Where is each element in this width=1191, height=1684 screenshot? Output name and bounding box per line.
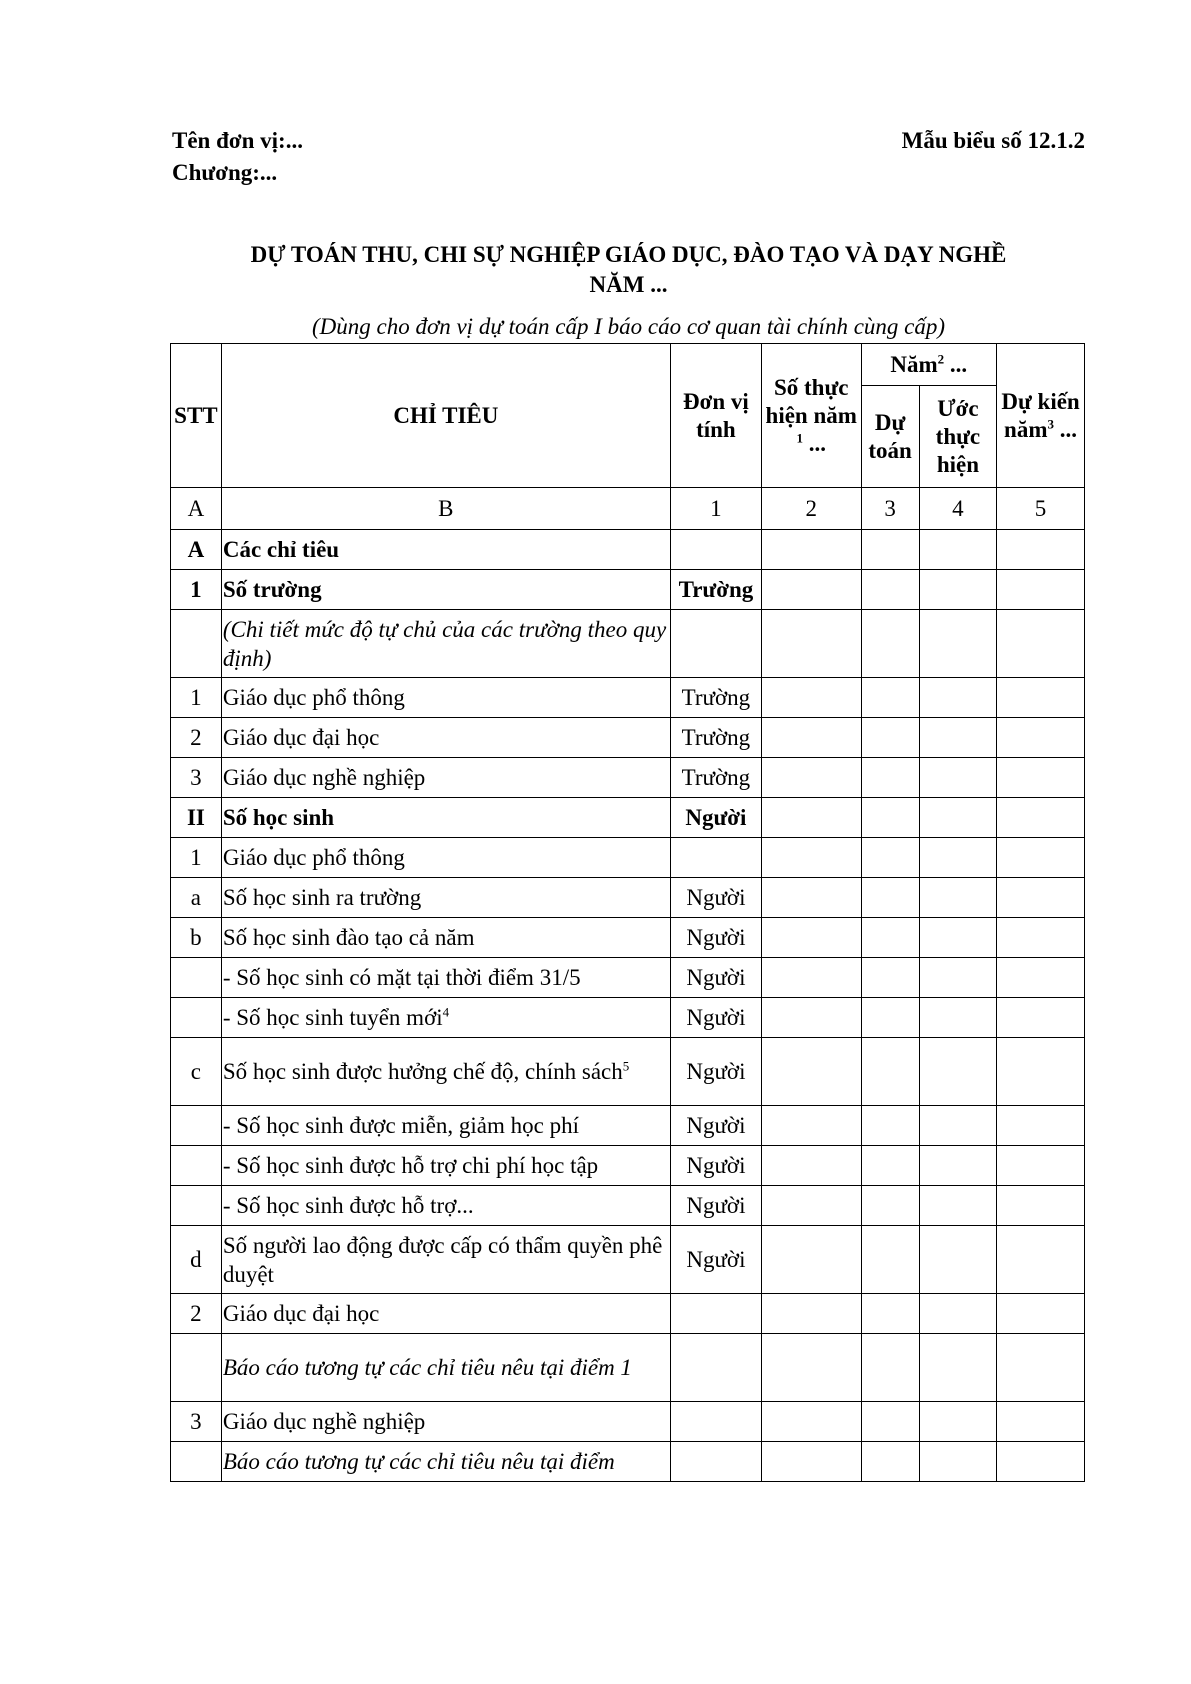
row-stt: d: [171, 1226, 222, 1294]
row-value-cell[interactable]: [861, 1186, 919, 1226]
row-value-cell[interactable]: [761, 570, 861, 610]
row-label-text: Giáo dục phổ thông: [222, 845, 405, 870]
row-value-cell[interactable]: [919, 1442, 996, 1482]
row-label: [221, 1106, 670, 1146]
row-value-cell[interactable]: [861, 1146, 919, 1186]
row-unit: Trường: [670, 758, 761, 798]
row-label-text: - Số học sinh được miễn, giảm học phí: [222, 1113, 579, 1138]
row-value-cell[interactable]: [919, 1146, 996, 1186]
table-row: [171, 758, 1085, 798]
row-unit: [670, 1334, 761, 1402]
row-unit: [670, 1402, 761, 1442]
row-value-cell[interactable]: [761, 1106, 861, 1146]
row-value-cell[interactable]: [997, 798, 1085, 838]
row-value-cell[interactable]: [861, 758, 919, 798]
row-value-cell[interactable]: [861, 998, 919, 1038]
row-value-cell[interactable]: [861, 918, 919, 958]
row-value-cell[interactable]: [997, 1294, 1085, 1334]
row-label-text: Giáo dục phổ thông: [222, 685, 405, 710]
header-du-toan: Dự toán: [861, 386, 919, 488]
row-value-cell[interactable]: [919, 758, 996, 798]
row-label: [221, 1294, 670, 1334]
header-so-thuc-hien-sup: 1: [796, 429, 803, 445]
row-value-cell[interactable]: [861, 1226, 919, 1294]
row-value-cell[interactable]: [761, 1038, 861, 1106]
header-so-thuc-hien-text: Số thực hiện năm: [765, 374, 857, 428]
table-row: [171, 838, 1085, 878]
row-stt: [171, 1186, 222, 1226]
row-label-text: Báo cáo tương tự các chỉ tiêu nêu tại điểm 1: [222, 1355, 632, 1380]
table-row: [171, 1038, 1085, 1106]
col-code: 2: [761, 488, 861, 530]
row-value-cell[interactable]: [761, 1334, 861, 1402]
row-stt: 3: [171, 1402, 222, 1442]
row-value-cell[interactable]: [997, 530, 1085, 570]
row-stt: [171, 1442, 222, 1482]
row-value-cell[interactable]: [997, 918, 1085, 958]
table-row: [171, 798, 1085, 838]
row-value-cell[interactable]: [919, 958, 996, 998]
row-value-cell[interactable]: [919, 1186, 996, 1226]
row-label: [221, 1146, 670, 1186]
header-don-vi: Đơn vị tính: [670, 344, 761, 488]
row-label-text: Các chỉ tiêu: [222, 537, 340, 562]
row-value-cell[interactable]: [919, 798, 996, 838]
header-nam-sup: 2: [937, 350, 945, 366]
row-value-cell[interactable]: [861, 610, 919, 678]
row-value-cell[interactable]: [997, 1186, 1085, 1226]
row-stt: [171, 1106, 222, 1146]
row-label-text: - Số học sinh tuyển mới: [222, 1005, 443, 1030]
table-row: [171, 1442, 1085, 1482]
row-value-cell[interactable]: [761, 998, 861, 1038]
table-row: [171, 998, 1085, 1038]
row-label-text: Báo cáo tương tự các chỉ tiêu nêu tại điểm: [222, 1449, 615, 1474]
row-stt: 3: [171, 758, 222, 798]
row-value-cell[interactable]: [761, 718, 861, 758]
chapter-label: Chương:...: [172, 160, 278, 185]
table-row: [171, 678, 1085, 718]
row-unit: Trường: [670, 570, 761, 610]
row-value-cell[interactable]: [761, 958, 861, 998]
row-value-cell[interactable]: [861, 958, 919, 998]
table-row: [171, 530, 1085, 570]
document-title-year: NĂM ...: [589, 272, 668, 297]
row-label-text: - Số học sinh được hỗ trợ chi phí học tập: [222, 1153, 599, 1178]
row-value-cell[interactable]: [861, 1334, 919, 1402]
row-value-cell[interactable]: [861, 678, 919, 718]
row-label: [221, 1334, 670, 1402]
row-stt: II: [171, 798, 222, 838]
table-row: [171, 1106, 1085, 1146]
row-value-cell[interactable]: [761, 1442, 861, 1482]
row-value-cell[interactable]: [919, 998, 996, 1038]
row-stt: [171, 958, 222, 998]
row-value-cell[interactable]: [919, 610, 996, 678]
row-label-text: Số học sinh ra trường: [222, 885, 422, 910]
row-value-cell[interactable]: [861, 1294, 919, 1334]
table-row: [171, 878, 1085, 918]
row-unit: [670, 1294, 761, 1334]
row-value-cell[interactable]: [997, 1038, 1085, 1106]
row-value-cell[interactable]: [919, 1294, 996, 1334]
row-value-cell[interactable]: [997, 1442, 1085, 1482]
col-code: 3: [861, 488, 919, 530]
row-value-cell[interactable]: [997, 678, 1085, 718]
row-label: [221, 918, 670, 958]
row-value-cell[interactable]: [861, 570, 919, 610]
row-value-cell[interactable]: [997, 998, 1085, 1038]
row-label: [221, 530, 670, 570]
row-stt: 1: [171, 678, 222, 718]
table-row: [171, 1294, 1085, 1334]
row-label: [221, 1402, 670, 1442]
table-row: [171, 1186, 1085, 1226]
header-chi-tieu: CHỈ TIÊU: [221, 344, 670, 488]
row-value-cell[interactable]: [761, 1294, 861, 1334]
row-value-cell[interactable]: [919, 718, 996, 758]
row-unit: Người: [670, 998, 761, 1038]
row-label: [221, 1038, 670, 1106]
row-label-text: Số người lao động được cấp có thẩm quyền phê duyệt: [222, 1232, 663, 1287]
row-stt: A: [171, 530, 222, 570]
row-label-text: Giáo dục nghề nghiệp: [222, 765, 426, 790]
column-code-row: [171, 488, 1085, 530]
row-value-cell[interactable]: [919, 918, 996, 958]
row-value-cell[interactable]: [761, 878, 861, 918]
row-value-cell[interactable]: [997, 1146, 1085, 1186]
header-nam-group: [861, 344, 997, 386]
row-label-text: - Số học sinh được hỗ trợ...: [222, 1193, 474, 1218]
row-value-cell[interactable]: [761, 918, 861, 958]
table-row: [171, 918, 1085, 958]
form-number: Mẫu biểu số 12.1.2: [901, 128, 1085, 153]
header-stt: STT: [171, 344, 222, 488]
row-value-cell[interactable]: [997, 1226, 1085, 1294]
row-value-cell[interactable]: [761, 678, 861, 718]
row-label-text: Số học sinh: [222, 805, 335, 830]
table-row: [171, 718, 1085, 758]
row-value-cell[interactable]: [761, 838, 861, 878]
row-unit: Người: [670, 1226, 761, 1294]
col-code: 4: [919, 488, 996, 530]
row-value-cell[interactable]: [919, 838, 996, 878]
row-value-cell[interactable]: [997, 1334, 1085, 1402]
row-value-cell[interactable]: [997, 758, 1085, 798]
header-du-kien-text: Dự kiến năm: [1001, 388, 1080, 442]
row-unit: Người: [670, 1038, 761, 1106]
table-row: [171, 1146, 1085, 1186]
row-label: [221, 998, 670, 1038]
row-stt: b: [171, 918, 222, 958]
table-row: [171, 610, 1085, 678]
row-stt: [171, 1146, 222, 1186]
row-label: [221, 838, 670, 878]
row-label: [221, 958, 670, 998]
row-value-cell[interactable]: [761, 610, 861, 678]
col-code: B: [221, 488, 670, 530]
header-nam-text: Năm: [890, 351, 938, 377]
row-label: [221, 1186, 670, 1226]
row-stt: a: [171, 878, 222, 918]
header-so-thuc-hien: [761, 344, 861, 488]
row-label: [221, 718, 670, 758]
header-du-kien-tail: ...: [1059, 416, 1077, 442]
row-value-cell[interactable]: [997, 718, 1085, 758]
row-value-cell[interactable]: [997, 838, 1085, 878]
document-subtitle: (Dùng cho đơn vị dự toán cấp I báo cáo cơ quan tài chính cùng cấp): [311, 314, 946, 339]
row-value-cell[interactable]: [919, 1038, 996, 1106]
header-du-kien-sup: 3: [1047, 415, 1054, 431]
footnote-marker: 5: [622, 1058, 630, 1074]
row-stt: 1: [171, 570, 222, 610]
row-label-text: Giáo dục đại học: [222, 1301, 380, 1326]
table-row: [171, 958, 1085, 998]
row-value-cell[interactable]: [919, 1402, 996, 1442]
row-label-text: Giáo dục nghề nghiệp: [222, 1409, 426, 1434]
row-value-cell[interactable]: [919, 678, 996, 718]
row-value-cell[interactable]: [861, 1402, 919, 1442]
row-value-cell[interactable]: [861, 1442, 919, 1482]
row-value-cell[interactable]: [861, 878, 919, 918]
row-label: [221, 798, 670, 838]
row-label: [221, 758, 670, 798]
row-value-cell[interactable]: [997, 570, 1085, 610]
row-stt: 2: [171, 718, 222, 758]
row-unit: Người: [670, 1106, 761, 1146]
row-label-text: Giáo dục đại học: [222, 725, 380, 750]
row-label: [221, 878, 670, 918]
row-value-cell[interactable]: [861, 1038, 919, 1106]
row-label: [221, 678, 670, 718]
row-value-cell[interactable]: [997, 1106, 1085, 1146]
footnote-marker: 4: [442, 1004, 450, 1020]
header-uoc-thuc-hien: Ước thực hiện: [919, 386, 996, 488]
document-title: DỰ TOÁN THU, CHI SỰ NGHIỆP GIÁO DỤC, ĐÀO TẠO VÀ DẠY NGHỀ: [250, 242, 1007, 267]
header-du-kien: [997, 344, 1085, 488]
row-value-cell[interactable]: [919, 878, 996, 918]
row-unit: Trường: [670, 678, 761, 718]
row-value-cell[interactable]: [761, 1402, 861, 1442]
row-value-cell[interactable]: [861, 838, 919, 878]
row-unit: Người: [670, 798, 761, 838]
unit-name: Tên đơn vị:...: [172, 128, 303, 153]
row-label: [221, 1226, 670, 1294]
row-unit: [670, 610, 761, 678]
row-unit: Trường: [670, 718, 761, 758]
row-value-cell[interactable]: [997, 610, 1085, 678]
row-stt: [171, 1334, 222, 1402]
row-label-text: - Số học sinh có mặt tại thời điểm 31/5: [222, 965, 581, 990]
row-unit: Người: [670, 918, 761, 958]
row-value-cell[interactable]: [919, 530, 996, 570]
row-unit: Người: [670, 958, 761, 998]
row-value-cell[interactable]: [861, 530, 919, 570]
row-value-cell[interactable]: [997, 878, 1085, 918]
row-label: [221, 1442, 670, 1482]
row-value-cell[interactable]: [761, 530, 861, 570]
row-value-cell[interactable]: [919, 1334, 996, 1402]
row-value-cell[interactable]: [761, 798, 861, 838]
row-value-cell[interactable]: [761, 1226, 861, 1294]
row-unit: Người: [670, 1146, 761, 1186]
row-value-cell[interactable]: [861, 798, 919, 838]
header-so-thuc-hien-tail: ...: [808, 430, 826, 456]
row-label-text: Số học sinh được hưởng chế độ, chính sách: [222, 1059, 623, 1084]
row-value-cell[interactable]: [761, 1186, 861, 1226]
row-unit: Người: [670, 878, 761, 918]
row-value-cell[interactable]: [861, 718, 919, 758]
row-value-cell[interactable]: [997, 958, 1085, 998]
row-label-text: Số trường: [222, 577, 322, 602]
table-row: [171, 1226, 1085, 1294]
col-code: 5: [997, 488, 1085, 530]
row-stt: c: [171, 1038, 222, 1106]
budget-table: [170, 343, 1085, 1482]
row-label-text: Số học sinh đào tạo cả năm: [222, 925, 475, 950]
col-code: A: [171, 488, 222, 530]
row-unit: Người: [670, 1186, 761, 1226]
row-stt: [171, 610, 222, 678]
col-code: 1: [670, 488, 761, 530]
row-stt: 1: [171, 838, 222, 878]
row-value-cell[interactable]: [761, 758, 861, 798]
row-value-cell[interactable]: [919, 1226, 996, 1294]
table-row: [171, 1334, 1085, 1402]
header-nam-tail: ...: [949, 351, 968, 377]
row-stt: [171, 998, 222, 1038]
row-value-cell[interactable]: [919, 570, 996, 610]
row-unit: [670, 1442, 761, 1482]
row-unit: [670, 530, 761, 570]
row-value-cell[interactable]: [861, 1106, 919, 1146]
row-label-text: (Chi tiết mức độ tự chủ của các trường theo quy định): [222, 616, 667, 671]
row-value-cell[interactable]: [761, 1146, 861, 1186]
row-label: [221, 570, 670, 610]
row-value-cell[interactable]: [919, 1106, 996, 1146]
table-row: [171, 1402, 1085, 1442]
row-label: [221, 610, 670, 678]
row-stt: 2: [171, 1294, 222, 1334]
table-row: [171, 570, 1085, 610]
row-unit: [670, 838, 761, 878]
row-value-cell[interactable]: [997, 1402, 1085, 1442]
